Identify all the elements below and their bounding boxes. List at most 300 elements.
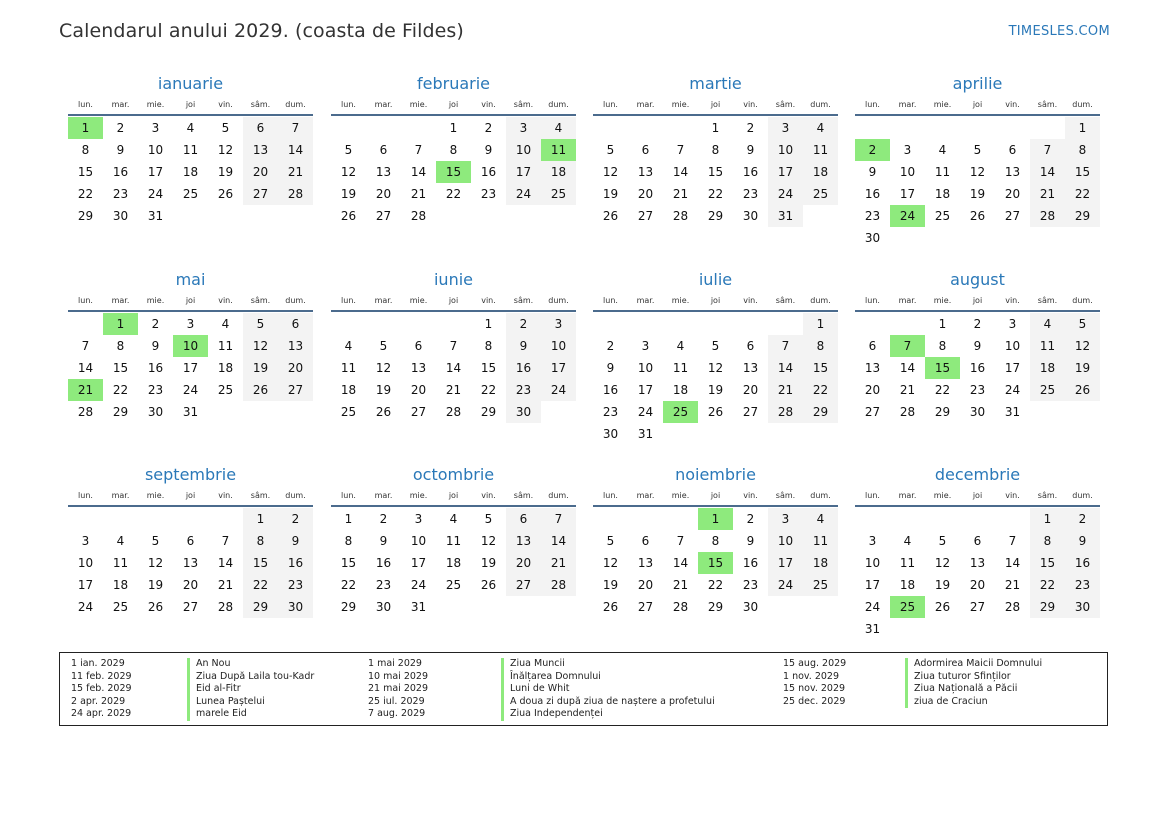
day-cell[interactable]: 26: [934, 600, 951, 614]
day-cell[interactable]: 26: [707, 405, 724, 419]
day-cell[interactable]: 7: [278, 117, 313, 139]
day-cell[interactable]: 7: [676, 143, 685, 157]
day-cell[interactable]: 5: [606, 534, 615, 548]
day-cell[interactable]: 21: [410, 187, 427, 201]
day-cell[interactable]: 6: [278, 313, 313, 335]
day-cell[interactable]: 16: [864, 187, 881, 201]
day-cell[interactable]: 28: [1004, 600, 1021, 614]
day-cell[interactable]: 8: [711, 534, 720, 548]
day-cell[interactable]: 12: [480, 534, 497, 548]
day-cell[interactable]: 13: [864, 361, 881, 375]
day-cell[interactable]: 26: [340, 209, 357, 223]
day-cell[interactable]: 5: [711, 339, 720, 353]
day-cell[interactable]: 4: [803, 508, 838, 530]
day-cell[interactable]: 18: [340, 383, 357, 397]
day-cell[interactable]: 14: [410, 165, 427, 179]
day-cell[interactable]: 16: [742, 556, 759, 570]
day-cell[interactable]: 31: [768, 205, 803, 227]
day-cell[interactable]: 19: [934, 578, 951, 592]
day-cell[interactable]: 27: [637, 600, 654, 614]
day-cell[interactable]: 15: [480, 361, 497, 375]
day-cell[interactable]: 29: [112, 405, 129, 419]
day-cell[interactable]: 30: [278, 596, 313, 618]
day-cell[interactable]: 17: [182, 361, 199, 375]
day-cell[interactable]: 19: [602, 578, 619, 592]
holiday-day-cell[interactable]: 24: [890, 205, 925, 227]
day-cell[interactable]: 22: [707, 578, 724, 592]
day-cell[interactable]: 20: [637, 187, 654, 201]
day-cell[interactable]: 15: [803, 357, 838, 379]
day-cell[interactable]: 5: [379, 339, 388, 353]
day-cell[interactable]: 11: [445, 534, 462, 548]
day-cell[interactable]: 12: [707, 361, 724, 375]
day-cell[interactable]: 10: [1004, 339, 1021, 353]
day-cell[interactable]: 21: [672, 578, 689, 592]
day-cell[interactable]: 20: [243, 161, 278, 183]
day-cell[interactable]: 30: [147, 405, 164, 419]
day-cell[interactable]: 10: [637, 361, 654, 375]
day-cell[interactable]: 14: [77, 361, 94, 375]
day-cell[interactable]: 3: [541, 313, 576, 335]
day-cell[interactable]: 14: [768, 357, 803, 379]
day-cell[interactable]: 13: [410, 361, 427, 375]
day-cell[interactable]: 2: [484, 121, 493, 135]
day-cell[interactable]: 27: [864, 405, 881, 419]
day-cell[interactable]: 30: [506, 401, 541, 423]
day-cell[interactable]: 19: [480, 556, 497, 570]
day-cell[interactable]: 12: [340, 165, 357, 179]
day-cell[interactable]: 23: [742, 187, 759, 201]
day-cell[interactable]: 6: [641, 534, 650, 548]
day-cell[interactable]: 2: [151, 317, 160, 331]
day-cell[interactable]: 6: [641, 143, 650, 157]
day-cell[interactable]: 8: [344, 534, 353, 548]
day-cell[interactable]: 7: [768, 335, 803, 357]
day-cell[interactable]: 25: [217, 383, 234, 397]
day-cell[interactable]: 14: [1030, 161, 1065, 183]
day-cell[interactable]: 4: [344, 339, 353, 353]
day-cell[interactable]: 9: [606, 361, 615, 375]
day-cell[interactable]: 9: [151, 339, 160, 353]
day-cell[interactable]: 9: [484, 143, 493, 157]
day-cell[interactable]: 4: [449, 512, 458, 526]
day-cell[interactable]: 11: [182, 143, 199, 157]
day-cell[interactable]: 26: [147, 600, 164, 614]
day-cell[interactable]: 11: [803, 139, 838, 161]
day-cell[interactable]: 19: [147, 578, 164, 592]
day-cell[interactable]: 25: [934, 209, 951, 223]
day-cell[interactable]: 2: [1065, 508, 1100, 530]
day-cell[interactable]: 13: [742, 361, 759, 375]
day-cell[interactable]: 20: [1004, 187, 1021, 201]
day-cell[interactable]: 31: [182, 405, 199, 419]
day-cell[interactable]: 12: [602, 556, 619, 570]
day-cell[interactable]: 19: [707, 383, 724, 397]
day-cell[interactable]: 10: [410, 534, 427, 548]
day-cell[interactable]: 23: [112, 187, 129, 201]
day-cell[interactable]: 21: [672, 187, 689, 201]
day-cell[interactable]: 2: [506, 313, 541, 335]
day-cell[interactable]: 10: [768, 530, 803, 552]
day-cell[interactable]: 2: [278, 508, 313, 530]
holiday-day-cell[interactable]: 21: [68, 379, 103, 401]
day-cell[interactable]: 1: [1030, 508, 1065, 530]
day-cell[interactable]: 20: [506, 552, 541, 574]
day-cell[interactable]: 7: [541, 508, 576, 530]
day-cell[interactable]: 16: [278, 552, 313, 574]
day-cell[interactable]: 19: [340, 187, 357, 201]
day-cell[interactable]: 21: [1004, 578, 1021, 592]
day-cell[interactable]: 28: [278, 183, 313, 205]
day-cell[interactable]: 21: [768, 379, 803, 401]
day-cell[interactable]: 11: [217, 339, 234, 353]
day-cell[interactable]: 1: [711, 121, 720, 135]
day-cell[interactable]: 27: [969, 600, 986, 614]
day-cell[interactable]: 3: [903, 143, 912, 157]
day-cell[interactable]: 21: [445, 383, 462, 397]
day-cell[interactable]: 15: [77, 165, 94, 179]
day-cell[interactable]: 8: [938, 339, 947, 353]
day-cell[interactable]: 6: [868, 339, 877, 353]
day-cell[interactable]: 29: [1030, 596, 1065, 618]
day-cell[interactable]: 16: [742, 165, 759, 179]
holiday-day-cell[interactable]: 1: [103, 313, 138, 335]
day-cell[interactable]: 13: [506, 530, 541, 552]
day-cell[interactable]: 25: [803, 574, 838, 596]
day-cell[interactable]: 9: [116, 143, 125, 157]
day-cell[interactable]: 5: [484, 512, 493, 526]
day-cell[interactable]: 9: [1065, 530, 1100, 552]
day-cell[interactable]: 25: [803, 183, 838, 205]
day-cell[interactable]: 12: [147, 556, 164, 570]
day-cell[interactable]: 26: [1065, 379, 1100, 401]
day-cell[interactable]: 5: [606, 143, 615, 157]
day-cell[interactable]: 15: [1065, 161, 1100, 183]
day-cell[interactable]: 18: [1030, 357, 1065, 379]
day-cell[interactable]: 5: [151, 534, 160, 548]
day-cell[interactable]: 28: [445, 405, 462, 419]
day-cell[interactable]: 31: [637, 427, 654, 441]
day-cell[interactable]: 8: [243, 530, 278, 552]
day-cell[interactable]: 21: [217, 578, 234, 592]
day-cell[interactable]: 5: [1065, 313, 1100, 335]
day-cell[interactable]: 18: [803, 552, 838, 574]
day-cell[interactable]: 18: [803, 161, 838, 183]
day-cell[interactable]: 17: [506, 161, 541, 183]
day-cell[interactable]: 9: [973, 339, 982, 353]
day-cell[interactable]: 24: [410, 578, 427, 592]
day-cell[interactable]: 1: [1065, 117, 1100, 139]
day-cell[interactable]: 20: [864, 383, 881, 397]
day-cell[interactable]: 29: [340, 600, 357, 614]
day-cell[interactable]: 1: [484, 317, 493, 331]
day-cell[interactable]: 15: [1030, 552, 1065, 574]
day-cell[interactable]: 20: [637, 578, 654, 592]
day-cell[interactable]: 2: [973, 317, 982, 331]
day-cell[interactable]: 4: [938, 143, 947, 157]
day-cell[interactable]: 13: [375, 165, 392, 179]
day-cell[interactable]: 5: [938, 534, 947, 548]
day-cell[interactable]: 29: [480, 405, 497, 419]
day-cell[interactable]: 16: [375, 556, 392, 570]
day-cell[interactable]: 26: [375, 405, 392, 419]
day-cell[interactable]: 29: [934, 405, 951, 419]
day-cell[interactable]: 2: [116, 121, 125, 135]
day-cell[interactable]: 17: [77, 578, 94, 592]
day-cell[interactable]: 28: [899, 405, 916, 419]
day-cell[interactable]: 13: [182, 556, 199, 570]
day-cell[interactable]: 24: [768, 574, 803, 596]
day-cell[interactable]: 11: [899, 556, 916, 570]
day-cell[interactable]: 24: [506, 183, 541, 205]
day-cell[interactable]: 31: [147, 209, 164, 223]
day-cell[interactable]: 1: [938, 317, 947, 331]
day-cell[interactable]: 17: [768, 161, 803, 183]
day-cell[interactable]: 14: [445, 361, 462, 375]
day-cell[interactable]: 22: [112, 383, 129, 397]
day-cell[interactable]: 25: [112, 600, 129, 614]
day-cell[interactable]: 11: [1030, 335, 1065, 357]
day-cell[interactable]: 12: [969, 165, 986, 179]
day-cell[interactable]: 25: [340, 405, 357, 419]
day-cell[interactable]: 18: [112, 578, 129, 592]
day-cell[interactable]: 7: [676, 534, 685, 548]
day-cell[interactable]: 24: [147, 187, 164, 201]
day-cell[interactable]: 22: [480, 383, 497, 397]
day-cell[interactable]: 13: [969, 556, 986, 570]
day-cell[interactable]: 10: [77, 556, 94, 570]
day-cell[interactable]: 3: [414, 512, 423, 526]
day-cell[interactable]: 23: [742, 578, 759, 592]
day-cell[interactable]: 15: [707, 165, 724, 179]
day-cell[interactable]: 11: [340, 361, 357, 375]
day-cell[interactable]: 4: [903, 534, 912, 548]
day-cell[interactable]: 10: [864, 556, 881, 570]
day-cell[interactable]: 1: [803, 313, 838, 335]
day-cell[interactable]: 7: [414, 143, 423, 157]
day-cell[interactable]: 16: [480, 165, 497, 179]
day-cell[interactable]: 24: [768, 183, 803, 205]
day-cell[interactable]: 9: [868, 165, 877, 179]
day-cell[interactable]: 22: [934, 383, 951, 397]
day-cell[interactable]: 9: [506, 335, 541, 357]
day-cell[interactable]: 13: [637, 165, 654, 179]
day-cell[interactable]: 12: [1065, 335, 1100, 357]
day-cell[interactable]: 7: [221, 534, 230, 548]
day-cell[interactable]: 26: [602, 209, 619, 223]
day-cell[interactable]: 23: [147, 383, 164, 397]
day-cell[interactable]: 17: [899, 187, 916, 201]
day-cell[interactable]: 1: [449, 121, 458, 135]
day-cell[interactable]: 29: [243, 596, 278, 618]
day-cell[interactable]: 25: [1030, 379, 1065, 401]
day-cell[interactable]: 22: [77, 187, 94, 201]
day-cell[interactable]: 29: [707, 600, 724, 614]
day-cell[interactable]: 21: [278, 161, 313, 183]
day-cell[interactable]: 29: [707, 209, 724, 223]
day-cell[interactable]: 12: [934, 556, 951, 570]
day-cell[interactable]: 22: [1030, 574, 1065, 596]
day-cell[interactable]: 16: [969, 361, 986, 375]
day-cell[interactable]: 17: [147, 165, 164, 179]
day-cell[interactable]: 3: [506, 117, 541, 139]
day-cell[interactable]: 27: [375, 209, 392, 223]
day-cell[interactable]: 9: [746, 534, 755, 548]
day-cell[interactable]: 17: [541, 357, 576, 379]
day-cell[interactable]: 30: [375, 600, 392, 614]
day-cell[interactable]: 26: [217, 187, 234, 201]
day-cell[interactable]: 30: [112, 209, 129, 223]
day-cell[interactable]: 12: [217, 143, 234, 157]
day-cell[interactable]: 28: [541, 574, 576, 596]
day-cell[interactable]: 4: [116, 534, 125, 548]
day-cell[interactable]: 6: [414, 339, 423, 353]
day-cell[interactable]: 7: [449, 339, 458, 353]
day-cell[interactable]: 23: [969, 383, 986, 397]
day-cell[interactable]: 10: [541, 335, 576, 357]
day-cell[interactable]: 4: [221, 317, 230, 331]
day-cell[interactable]: 3: [151, 121, 160, 135]
holiday-day-cell[interactable]: 2: [855, 139, 890, 161]
day-cell[interactable]: 4: [676, 339, 685, 353]
day-cell[interactable]: 6: [1008, 143, 1017, 157]
day-cell[interactable]: 29: [1065, 205, 1100, 227]
day-cell[interactable]: 14: [217, 556, 234, 570]
day-cell[interactable]: 12: [243, 335, 278, 357]
day-cell[interactable]: 6: [506, 508, 541, 530]
holiday-day-cell[interactable]: 25: [663, 401, 698, 423]
day-cell[interactable]: 10: [147, 143, 164, 157]
day-cell[interactable]: 24: [637, 405, 654, 419]
day-cell[interactable]: 28: [672, 600, 689, 614]
holiday-day-cell[interactable]: 25: [890, 596, 925, 618]
day-cell[interactable]: 17: [1004, 361, 1021, 375]
day-cell[interactable]: 14: [541, 530, 576, 552]
day-cell[interactable]: 26: [969, 209, 986, 223]
holiday-day-cell[interactable]: 15: [698, 552, 733, 574]
day-cell[interactable]: 20: [375, 187, 392, 201]
day-cell[interactable]: 29: [77, 209, 94, 223]
day-cell[interactable]: 16: [506, 357, 541, 379]
day-cell[interactable]: 30: [969, 405, 986, 419]
day-cell[interactable]: 17: [864, 578, 881, 592]
day-cell[interactable]: 20: [410, 383, 427, 397]
day-cell[interactable]: 5: [221, 121, 230, 135]
day-cell[interactable]: 12: [375, 361, 392, 375]
day-cell[interactable]: 27: [637, 209, 654, 223]
day-cell[interactable]: 8: [711, 143, 720, 157]
day-cell[interactable]: 27: [410, 405, 427, 419]
day-cell[interactable]: 2: [606, 339, 615, 353]
day-cell[interactable]: 22: [243, 574, 278, 596]
day-cell[interactable]: 24: [182, 383, 199, 397]
day-cell[interactable]: 31: [1004, 405, 1021, 419]
day-cell[interactable]: 8: [1030, 530, 1065, 552]
day-cell[interactable]: 11: [112, 556, 129, 570]
day-cell[interactable]: 25: [541, 183, 576, 205]
day-cell[interactable]: 16: [112, 165, 129, 179]
day-cell[interactable]: 20: [278, 357, 313, 379]
day-cell[interactable]: 29: [803, 401, 838, 423]
holiday-day-cell[interactable]: 10: [173, 335, 208, 357]
day-cell[interactable]: 14: [278, 139, 313, 161]
day-cell[interactable]: 6: [243, 117, 278, 139]
day-cell[interactable]: 30: [742, 600, 759, 614]
day-cell[interactable]: 17: [768, 552, 803, 574]
day-cell[interactable]: 23: [480, 187, 497, 201]
day-cell[interactable]: 23: [864, 209, 881, 223]
day-cell[interactable]: 27: [182, 600, 199, 614]
day-cell[interactable]: 22: [707, 187, 724, 201]
day-cell[interactable]: 2: [746, 121, 755, 135]
day-cell[interactable]: 26: [243, 379, 278, 401]
day-cell[interactable]: 14: [672, 556, 689, 570]
day-cell[interactable]: 26: [480, 578, 497, 592]
day-cell[interactable]: 6: [973, 534, 982, 548]
day-cell[interactable]: 8: [803, 335, 838, 357]
day-cell[interactable]: 6: [746, 339, 755, 353]
day-cell[interactable]: 13: [243, 139, 278, 161]
day-cell[interactable]: 19: [1065, 357, 1100, 379]
day-cell[interactable]: 20: [969, 578, 986, 592]
day-cell[interactable]: 2: [379, 512, 388, 526]
day-cell[interactable]: 21: [1030, 183, 1065, 205]
day-cell[interactable]: 23: [602, 405, 619, 419]
day-cell[interactable]: 1: [344, 512, 353, 526]
holiday-day-cell[interactable]: 15: [925, 357, 960, 379]
day-cell[interactable]: 3: [768, 117, 803, 139]
day-cell[interactable]: 3: [186, 317, 195, 331]
day-cell[interactable]: 28: [768, 401, 803, 423]
day-cell[interactable]: 18: [541, 161, 576, 183]
day-cell[interactable]: 27: [243, 183, 278, 205]
day-cell[interactable]: 7: [81, 339, 90, 353]
day-cell[interactable]: 24: [541, 379, 576, 401]
day-cell[interactable]: 8: [116, 339, 125, 353]
day-cell[interactable]: 14: [672, 165, 689, 179]
day-cell[interactable]: 31: [410, 600, 427, 614]
day-cell[interactable]: 4: [186, 121, 195, 135]
day-cell[interactable]: 3: [1008, 317, 1017, 331]
day-cell[interactable]: 30: [742, 209, 759, 223]
day-cell[interactable]: 11: [672, 361, 689, 375]
day-cell[interactable]: 16: [147, 361, 164, 375]
day-cell[interactable]: 17: [410, 556, 427, 570]
day-cell[interactable]: 15: [112, 361, 129, 375]
day-cell[interactable]: 31: [864, 622, 881, 636]
day-cell[interactable]: 3: [768, 508, 803, 530]
day-cell[interactable]: 8: [449, 143, 458, 157]
day-cell[interactable]: 5: [344, 143, 353, 157]
day-cell[interactable]: 23: [506, 379, 541, 401]
day-cell[interactable]: 19: [602, 187, 619, 201]
day-cell[interactable]: 22: [1065, 183, 1100, 205]
day-cell[interactable]: 18: [899, 578, 916, 592]
day-cell[interactable]: 9: [379, 534, 388, 548]
day-cell[interactable]: 19: [243, 357, 278, 379]
day-cell[interactable]: 12: [602, 165, 619, 179]
day-cell[interactable]: 15: [243, 552, 278, 574]
day-cell[interactable]: 16: [1065, 552, 1100, 574]
day-cell[interactable]: 9: [278, 530, 313, 552]
day-cell[interactable]: 19: [375, 383, 392, 397]
day-cell[interactable]: 28: [217, 600, 234, 614]
day-cell[interactable]: 19: [217, 165, 234, 179]
day-cell[interactable]: 6: [379, 143, 388, 157]
day-cell[interactable]: 10: [506, 139, 541, 161]
day-cell[interactable]: 11: [934, 165, 951, 179]
day-cell[interactable]: 5: [973, 143, 982, 157]
